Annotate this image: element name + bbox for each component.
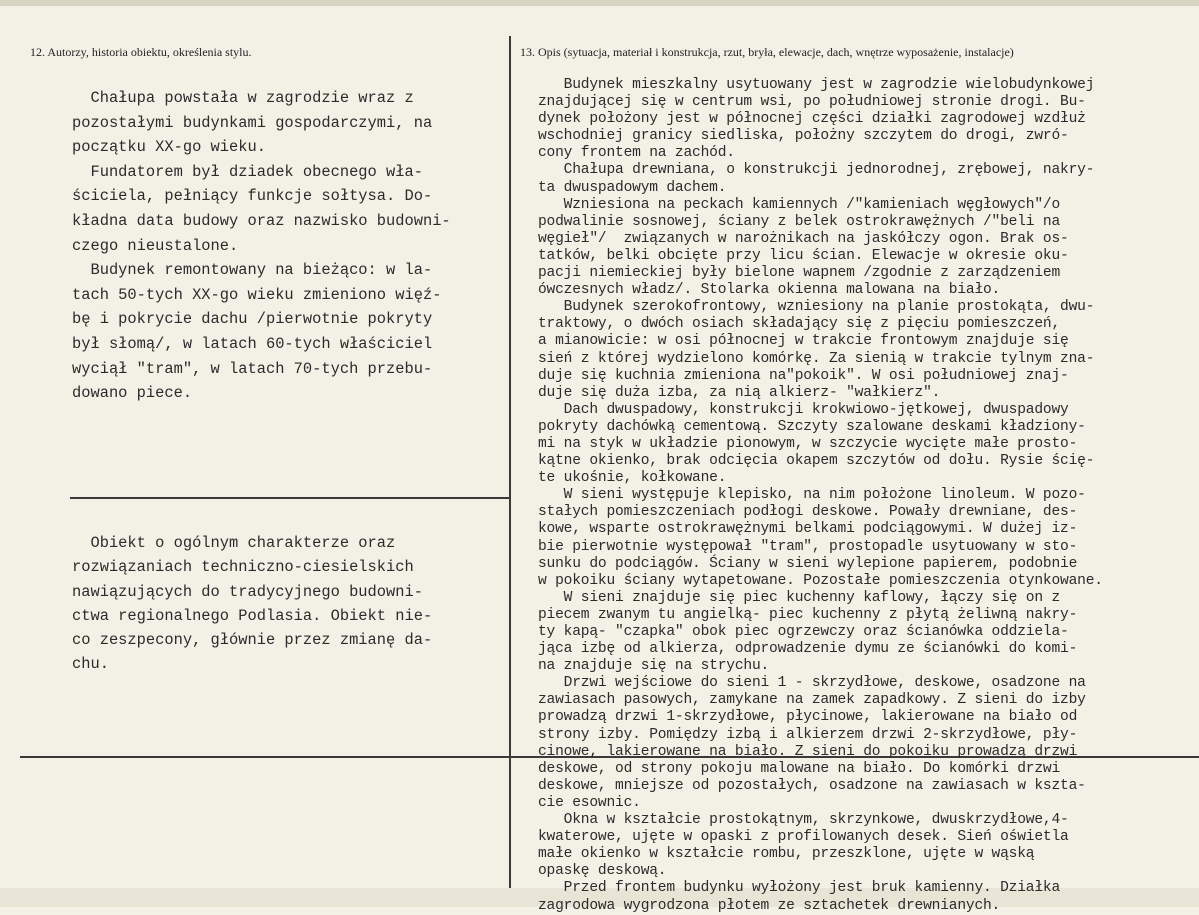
section-12-heading: 12. Autorzy, historia obiektu, określenia stylu. bbox=[30, 45, 252, 59]
section-13-heading: 13. Opis (sytuacja, materiał i konstrukcja, rzut, bryła, elewacje, dach, wnętrze wyposażenie, instalacje) bbox=[520, 45, 1014, 59]
assessment-text: Obiekt o ogólnym charakterze oraz rozwiązaniach techniczno-ciesielskich nawiązujących do tradycyjnego budowni- ctwa regionalnego Podlasia. Obiekt nie- co zeszpecony, głównie przez zmianę da- chu. bbox=[72, 534, 433, 674]
section-divider-left bbox=[70, 497, 510, 499]
description-text: Budynek mieszkalny usytuowany jest w zagrodzie wielobudynkowej znajdującej się w centrum wsi, po południowej stronie drogi. Bu- dynek położony jest w północnej części działki zagrodowej wzdłuż wschodniej granicy siedliska, położny szczytem do drogi, zwró- cony frontem na zachód. Chałupa drewniana, o konstrukcji jednorodnej, zrębowej, nakry- ta dwuspadowym dachem. Wzniesiona na peckach kamiennych /"kamieniach węgłowych"/o podwalinie sosnowej, ściany z belek ostrokrawężnych /"beli na węgieł"/ związanych w narożnikach na jaskółczy ogon. Brak os- tatków, belki obcięte przy licu ścian. Elewacje w okresie oku- pacji niemieckiej były bielone wapnem /zgodnie z zarządzeniem ówczesnych władz/. Stolarka okienna malowana na biało. Budynek szerokofrontowy, wzniesiony na planie prostokąta, dwu- traktowy, o dwóch osiach składający się z pięciu pomieszczeń, a mianowicie: w osi północnej w trakcie frontowym znajduje się sień z której wydzielono komórkę. Za sienią w trakcie tylnym zna- duje się kuchnia zmieniona na"pokoik". W osi południowej znaj- duje się duża izba, za nią alkierz- "wałkierz". Dach dwuspadowy, konstrukcji krokwiowo-jętkowej, dwuspadowy pokryty dachówką cementową. Szczyty szalowane deskami kładziony- mi na styk w układzie pionowym, w szczycie wycięte małe prosto- kątne okienko, brak odcięcia okapem szczytów od dołu. Rysie ścię- te ukośnie, kołkowane. W sieni występuje klepisko, na nim położone linoleum. W pozo- stałych pomieszczeniach podłogi deskowe. Powały drewniane, des- kowe, wsparte ostrokrawężnymi belkami podciągowymi. W dużej iz- bie pierwotnie występował "tram", prostopadle usytuowany w sto- sunku do podciągów. Ściany w sieni wylepione papierem, podobnie w pokoiku ściany wytapetowane. Pozostałe pomieszczenia otynkowane. W sieni znajduje się piec kuchenny kaflowy, łączy się on z piecem zwanym tu angielką- piec kuchenny z płytą żeliwną nakry- ty kapą- "czapka" obok piec ogrzewczy oraz ścianówka oddziela- jąca izbę od alkierza, odprowadzenie dymu ze ścianówki do komi- na znajduje się na strychu. Drzwi wejściowe do sieni 1 - skrzydłowe, deskowe, osadzone na zawiasach pasowych, zamykane na zamek zapadkowy. Z sieni do izby prowadzą drzwi 1-skrzydłowe, płycinowe, lakierowane na biało od strony izby. Pomiędzy izbą i alkierzem drzwi 2-skrzydłowe, pły- cinowe, lakierowane na biało. Z sieni do pokoiku prowadzą drzwi deskowe, od strony pokoju malowane na biało. Do komórki drzwi deskowe, mniejsze od pozostałych, osadzone na zawiasach w kszta- cie esownic. Okna w kształcie prostokątnym, skrzynkowe, dwuskrzydłowe,4- kwaterowe, ujęte w opaski z profilowanych desek. Sień oświetla małe okienko w kształcie rombu, przeszklone, ujęte w wąską opaskę deskową. Przed frontem budynku wyłożony jest bruk kamienny. Działka zagrodowa wygrodzona płotem ze sztachetek drewnianych. bbox=[538, 77, 1103, 914]
scan-edge-top bbox=[0, 0, 1199, 6]
history-text: Chałupa powstała w zagrodzie wraz z pozostałymi budynkami gospodarczymi, na początku XX-go wieku. Fundatorem był dziadek obecnego wła- ściciela, pełniący funkcje sołtysa. Do- kładna data budowy oraz nazwisko budowni- czego nieustalone. Budynek remontowany na bieżąco: w la- tach 50-tych XX-go wieku zmieniono więź- bę i pokrycie dachu /pierwotnie pokryty był słomą/, w latach 60-tych właściciel wyciął "tram", w latach 70-tych przebu- dowano piece. bbox=[72, 89, 451, 403]
column-divider bbox=[509, 36, 511, 906]
